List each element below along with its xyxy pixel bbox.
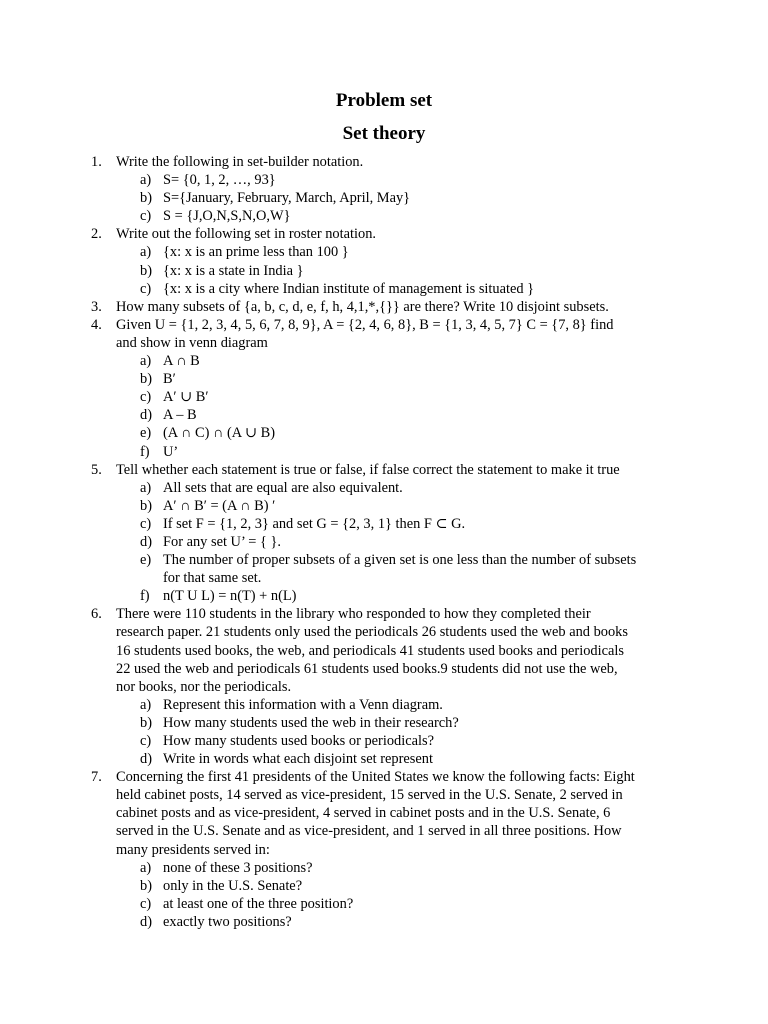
subquestion-line xyxy=(0,262,768,280)
subquestion-text: Represent this information with a Venn diagram. xyxy=(163,696,443,713)
subquestion-label: b) xyxy=(140,190,152,207)
subquestion-line xyxy=(0,732,768,750)
question-list xyxy=(0,153,768,931)
subquestion-text: A – B xyxy=(163,407,197,424)
subquestion-text: B′ xyxy=(163,371,176,388)
subquestion-label: c) xyxy=(140,733,152,749)
subquestion-line xyxy=(0,551,768,569)
subquestion-label: a) xyxy=(140,479,152,496)
subquestion-text: A ∩ B xyxy=(163,353,200,370)
question-line xyxy=(0,461,768,479)
question-number: 5. xyxy=(91,461,102,478)
question-line xyxy=(0,316,768,334)
subquestion-text: at least one of the three position? xyxy=(163,895,354,912)
question-line xyxy=(0,822,768,840)
subquestion-label: d) xyxy=(140,751,152,768)
subquestion-label: e) xyxy=(140,425,152,442)
subquestion-text: {x: x is an prime less than 100 } xyxy=(163,244,349,261)
subquestion-text: n(T U L) = n(T) + n(L) xyxy=(163,588,297,605)
question-text: 16 students used books, the web, and periodicals 41 students used books and periodicals xyxy=(116,642,624,659)
subquestion-line xyxy=(0,171,768,189)
subquestion-text: (A ∩ C) ∩ (A ∪ B) xyxy=(163,425,275,442)
subquestion-text: exactly two positions? xyxy=(163,913,292,930)
subquestion-line xyxy=(0,243,768,261)
subquestion-label: a) xyxy=(140,244,152,261)
subquestion-text: A′ ∩ B′ = (A ∩ B) ′ xyxy=(163,497,276,514)
subquestion-line xyxy=(0,497,768,515)
subquestion-line xyxy=(0,533,768,551)
subquestion-text: S={January, February, March, April, May} xyxy=(163,190,411,207)
subquestion-text: The number of proper subsets of a given set is one less than the number of subsets xyxy=(163,552,637,569)
question-text: Given U = {1, 2, 3, 4, 5, 6, 7, 8, 9}, A = {2, 4, 6, 8}, B = {1, 3, 4, 5, 7} C = {7, 8} find xyxy=(116,316,614,333)
subquestion-text: only in the U.S. Senate? xyxy=(163,877,303,894)
subquestion-label: a) xyxy=(140,696,152,713)
question-text: Tell whether each statement is true or false, if false correct the statement to make it true xyxy=(116,461,620,478)
subquestion-label: d) xyxy=(140,407,152,424)
subquestion-label: f) xyxy=(140,588,150,605)
page-subtitle: Set theory xyxy=(342,123,426,144)
question-line xyxy=(0,225,768,243)
question-number: 3. xyxy=(91,298,102,315)
subquestion-text: A′ ∪ B′ xyxy=(163,389,209,406)
subquestion-line xyxy=(0,388,768,406)
subquestion-label: c) xyxy=(140,895,152,912)
question-number: 6. xyxy=(91,606,102,623)
question-text: 22 used the web and periodicals 61 students used books.9 students did not use the web, xyxy=(116,660,618,677)
subquestion-text: none of these 3 positions? xyxy=(163,859,313,876)
subquestion-line xyxy=(0,280,768,298)
subquestion-label: b) xyxy=(140,714,152,731)
subquestion-label: a) xyxy=(140,172,152,189)
subquestion-label: f) xyxy=(140,443,150,460)
subquestion-line xyxy=(0,750,768,768)
subquestion-line xyxy=(0,587,768,605)
question-text: many presidents served in: xyxy=(116,841,270,858)
subquestion-text: How many students used books or periodicals? xyxy=(163,733,434,749)
subquestion-text: S = {J,O,N,S,N,O,W} xyxy=(163,208,291,225)
question-line xyxy=(0,642,768,660)
question-text: Write out the following set in roster notation. xyxy=(116,226,377,243)
subquestion-label: c) xyxy=(140,208,152,225)
subquestion-line xyxy=(0,895,768,913)
question-text: Write the following in set-builder notation. xyxy=(116,154,364,170)
question-text: research paper. 21 students only used the periodicals 26 students used the web and books xyxy=(116,624,628,641)
question-number: 1. xyxy=(91,154,102,170)
subquestion-label: c) xyxy=(140,389,152,406)
subquestion-line xyxy=(0,207,768,225)
question-line xyxy=(0,678,768,696)
subquestion-label: d) xyxy=(140,913,152,930)
subquestion-line xyxy=(0,859,768,877)
question-text: and show in venn diagram xyxy=(116,334,268,351)
subquestion-text: U’ xyxy=(163,443,179,460)
subquestion-line xyxy=(0,406,768,424)
subquestion-label: b) xyxy=(140,371,152,388)
subquestion-label: c) xyxy=(140,515,152,532)
subquestion-label: b) xyxy=(140,877,152,894)
subquestion-text: S= {0, 1, 2, …, 93} xyxy=(163,172,276,189)
question-text: cabinet posts and as vice-president, 4 served in cabinet posts and in the U.S. Senate, 6 xyxy=(116,805,611,822)
question-line xyxy=(0,334,768,352)
question-line xyxy=(0,660,768,678)
subquestion-line xyxy=(0,443,768,461)
subquestion-label: a) xyxy=(140,859,152,876)
page-title: Problem set xyxy=(335,90,433,111)
question-line xyxy=(0,786,768,804)
subquestion-line xyxy=(0,877,768,895)
question-text: How many subsets of {a, b, c, d, e, f, h, 4,1,*,{}} are there? Write 10 disjoint subsets. xyxy=(116,298,609,315)
subquestion-text: How many students used the web in their research? xyxy=(163,714,459,731)
subquestion-line xyxy=(0,913,768,931)
question-line xyxy=(0,153,768,171)
question-line xyxy=(0,623,768,641)
subquestion-label: b) xyxy=(140,497,152,514)
subquestion-text: All sets that are equal are also equivalent. xyxy=(163,479,403,496)
subquestion-line xyxy=(0,370,768,388)
subquestion-line xyxy=(0,515,768,533)
question-text: nor books, nor the periodicals. xyxy=(116,678,292,695)
question-text: Concerning the first 41 presidents of the United States we know the following facts: Eight xyxy=(116,769,635,786)
question-line xyxy=(0,841,768,859)
subquestion-text: {x: x is a state in India } xyxy=(163,262,304,279)
subquestion-line xyxy=(0,189,768,207)
subquestion-line xyxy=(0,424,768,442)
question-text: There were 110 students in the library who responded to how they completed their xyxy=(116,606,591,623)
subquestion-text: {x: x is a city where Indian institute of management is situated } xyxy=(163,280,535,297)
subquestion-text: For any set U’ = { }. xyxy=(163,533,281,550)
question-line xyxy=(0,298,768,316)
subquestion-label: d) xyxy=(140,533,152,550)
question-line xyxy=(0,804,768,822)
subquestion-label: a) xyxy=(140,353,152,370)
subquestion-line xyxy=(0,714,768,732)
subquestion-line xyxy=(0,479,768,497)
subquestion-text: for that same set. xyxy=(163,570,262,587)
subquestion-label: b) xyxy=(140,262,152,279)
subquestion-line xyxy=(0,569,768,587)
subquestion-label: e) xyxy=(140,552,152,569)
subquestion-text: If set F = {1, 2, 3} and set G = {2, 3, 1} then F ⊂ G. xyxy=(163,515,466,532)
subquestion-line xyxy=(0,352,768,370)
question-number: 2. xyxy=(91,226,102,243)
question-line xyxy=(0,768,768,786)
subquestion-text: Write in words what each disjoint set represent xyxy=(163,751,433,768)
subquestion-label: c) xyxy=(140,280,152,297)
question-number: 7. xyxy=(91,769,102,786)
question-number: 4. xyxy=(91,316,102,333)
question-line xyxy=(0,605,768,623)
subquestion-line xyxy=(0,696,768,714)
question-text: served in the U.S. Senate and as vice-president, and 1 served in all three positions. How xyxy=(116,823,622,840)
question-text: held cabinet posts, 14 served as vice-president, 15 served in the U.S. Senate, 2 served in xyxy=(116,787,623,804)
